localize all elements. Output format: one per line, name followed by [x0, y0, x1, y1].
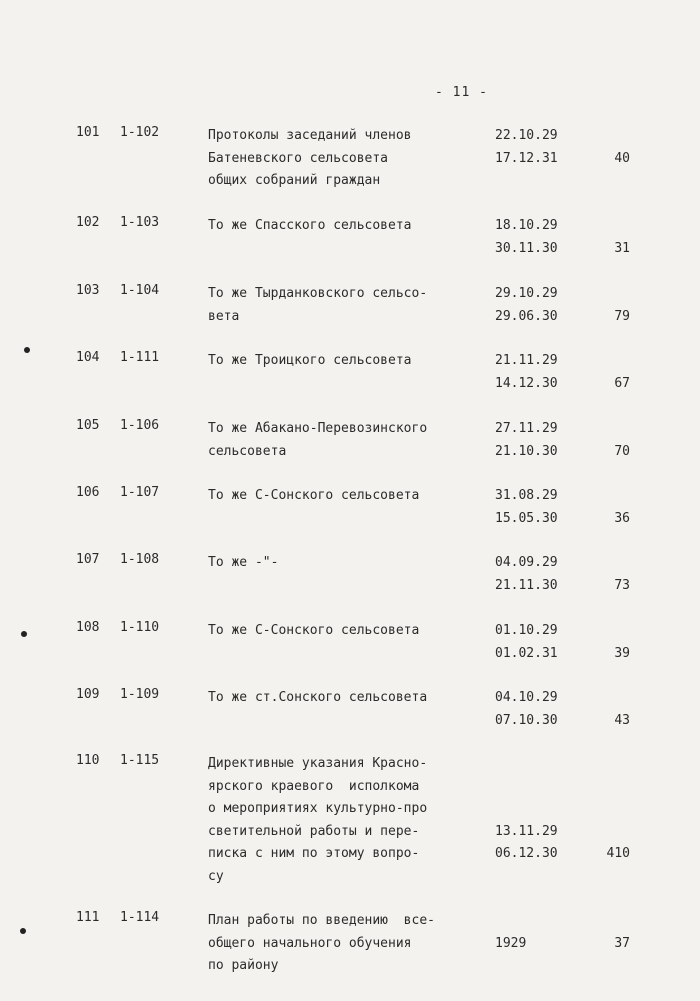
entry-code: 1-103 [120, 215, 160, 230]
description-line: Протоколы заседаний членов [208, 128, 412, 143]
description-line: ярского краевого исполкома [208, 778, 420, 794]
entry-code: 1-108 [120, 552, 160, 567]
binder-hole-mark [20, 928, 26, 934]
entry-description [208, 620, 498, 643]
description-line: сельсовета [208, 443, 287, 459]
entry-description [208, 485, 498, 508]
entry-number: 102 [76, 215, 100, 230]
description-line: То же Троицкого сельсовета [208, 353, 412, 368]
description-line: общих собраний граждан [208, 173, 381, 188]
entry-number: 107 [76, 552, 100, 567]
sheet-count: 31 [614, 240, 630, 256]
end-date: 21.11.30 [495, 577, 558, 593]
description-line: То же -"- [208, 555, 279, 570]
end-date: 07.10.30 [495, 712, 558, 728]
start-date: 27.11.29 [495, 421, 558, 436]
description-line: писка с ним по этому вопро- [208, 846, 420, 861]
sheet-count: 36 [614, 510, 630, 526]
entry-number: 110 [76, 753, 100, 768]
entry-number: 103 [76, 283, 100, 298]
sheet-count: 43 [614, 712, 630, 728]
start-date: 21.11.29 [495, 353, 558, 368]
end-date: 06.12.30 [495, 846, 558, 861]
entry-description [208, 687, 498, 710]
description-line: То же С-Сонского сельсовета [208, 623, 420, 638]
entry-number: 111 [76, 910, 100, 925]
description-line: су [208, 868, 224, 884]
end-date: 14.12.30 [495, 375, 558, 391]
description-line: Директивные указания Красно- [208, 756, 428, 771]
entry-number: 109 [76, 687, 100, 702]
start-date: 04.10.29 [495, 690, 558, 705]
page-number: - 11 - [435, 85, 488, 100]
entry-description [208, 125, 498, 193]
start-date: 13.11.29 [495, 823, 558, 839]
sheet-count: 70 [614, 443, 630, 459]
description-line: То же Спасского сельсовета [208, 218, 412, 233]
entry-description [208, 418, 498, 463]
end-date: 17.12.31 [495, 150, 558, 166]
description-line: Батеневского сельсовета [208, 150, 389, 166]
entry-number: 101 [76, 125, 100, 140]
end-date: 21.10.30 [495, 443, 558, 459]
end-date: 15.05.30 [495, 510, 558, 526]
description-line: светительной работы и пере- [208, 823, 420, 839]
start-date: 29.10.29 [495, 286, 558, 301]
entry-description [208, 753, 498, 888]
description-line: вета [208, 308, 240, 324]
end-date: 01.02.31 [495, 645, 558, 661]
sheet-count: 410 [606, 846, 630, 861]
sheet-count: 39 [614, 645, 630, 661]
entry-code: 1-107 [120, 485, 160, 500]
description-line: То же ст.Сонского сельсовета [208, 690, 428, 705]
sheet-count: 73 [614, 577, 630, 593]
entry-code: 1-110 [120, 620, 160, 635]
description-line: То же С-Сонского сельсовета [208, 488, 420, 503]
end-date: 30.11.30 [495, 240, 558, 256]
entry-number: 105 [76, 418, 100, 433]
entry-code: 1-109 [120, 687, 160, 702]
entry-code: 1-115 [120, 753, 160, 768]
description-line: о мероприятиях культурно-про [208, 801, 428, 816]
description-line: То же Абакано-Перевозинского [208, 421, 428, 436]
description-line: общего начального обучения [208, 935, 412, 951]
binder-hole-mark [24, 347, 30, 353]
entry-number: 106 [76, 485, 100, 500]
date: 1929 [495, 935, 527, 951]
start-date: 22.10.29 [495, 128, 558, 143]
entry-description [208, 283, 498, 328]
sheet-count: 40 [614, 150, 630, 166]
binder-hole-mark [21, 631, 27, 637]
start-date: 04.09.29 [495, 555, 558, 570]
description-line: по району [208, 958, 279, 973]
entry-number: 104 [76, 350, 100, 365]
entry-description [208, 350, 498, 373]
sheet-count: 79 [614, 308, 630, 324]
entry-number: 108 [76, 620, 100, 635]
description-line: То же Тырданковского сельсо- [208, 286, 428, 301]
entry-description [208, 910, 498, 978]
start-date: 18.10.29 [495, 218, 558, 233]
entry-code: 1-111 [120, 350, 160, 365]
start-date: 01.10.29 [495, 623, 558, 638]
sheet-count: 67 [614, 375, 630, 391]
sheet-count: 37 [614, 935, 630, 951]
entry-code: 1-114 [120, 910, 160, 925]
end-date: 29.06.30 [495, 308, 558, 324]
entry-code: 1-104 [120, 283, 160, 298]
entry-description [208, 215, 498, 238]
entry-code: 1-106 [120, 418, 160, 433]
entry-description [208, 552, 498, 575]
entry-code: 1-102 [120, 125, 160, 140]
description-line: План работы по введению все- [208, 913, 435, 928]
start-date: 31.08.29 [495, 488, 558, 503]
